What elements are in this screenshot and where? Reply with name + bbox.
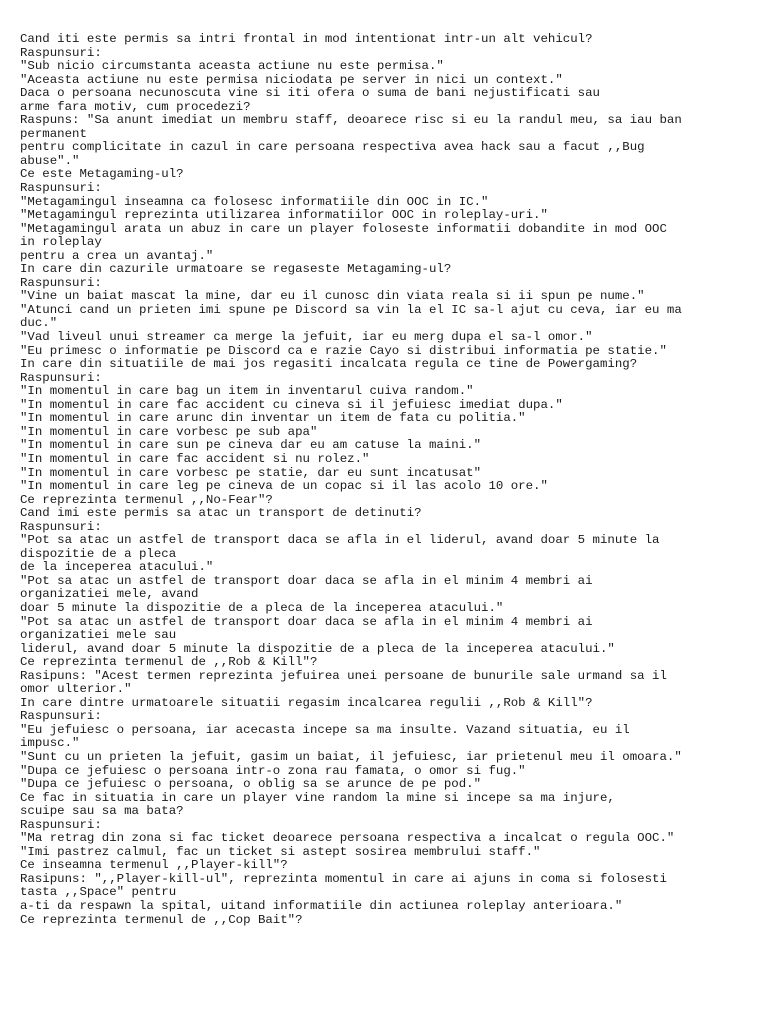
text-line: organizatiei mele sau bbox=[20, 628, 177, 643]
text-line: "Vine un baiat mascat la mine, dar eu il cunosc din viata reala si ii spun pe nume." bbox=[20, 289, 645, 304]
text-line: duc." bbox=[20, 316, 58, 331]
text-line: Rasipuns: ",,Player-kill-ul", reprezinta momentul in care ai ajuns in coma si folosesti bbox=[20, 871, 667, 886]
text-line: "Metagamingul arata un abuz in care un player foloseste informatii dobandite in mod OOC bbox=[20, 221, 667, 236]
text-line: "Eu primesc o informatie pe Discord ca e razie Cayo si distribui informatia pe statie." bbox=[20, 343, 667, 358]
text-line: "Pot sa atac un astfel de transport doar daca se afla in el minim 4 membri ai bbox=[20, 614, 593, 629]
text-line: Raspunsuri: bbox=[20, 45, 102, 60]
text-line: "Metagamingul reprezinta utilizarea informatiilor OOC in roleplay-uri." bbox=[20, 208, 548, 223]
text-line: In care din cazurile urmatoare se regaseste Metagaming-ul? bbox=[20, 262, 452, 277]
text-line: "Imi pastrez calmul, fac un ticket si astept sosirea membrului staff." bbox=[20, 844, 541, 859]
text-line: pentru complicitate in cazul in care persoana respectiva avea hack sau a facut ,,Bug bbox=[20, 140, 645, 155]
text-line: "Atunci cand un prieten imi spune pe Discord sa vin la el IC sa-l ajut cu ceva, iar eu ma bbox=[20, 302, 682, 317]
text-line: Ce inseamna termenul ,,Player-kill"? bbox=[20, 858, 288, 873]
text-line: "Pot sa atac un astfel de transport daca se afla in el liderul, avand doar 5 minute la bbox=[20, 533, 660, 548]
text-line: "In momentul in care sun pe cineva dar eu am catuse la maini." bbox=[20, 438, 482, 453]
text-line: "In momentul in care arunc din inventar un item de fata cu politia." bbox=[20, 411, 526, 426]
text-line: Ce reprezinta termenul de ,,Rob & Kill"? bbox=[20, 655, 318, 670]
text-line: Cand imi este permis sa atac un transport de detinuti? bbox=[20, 506, 422, 521]
text-line: "Dupa ce jefuiesc o persoana intr-o zona rau famata, o omor si fug." bbox=[20, 763, 526, 778]
text-line: "Eu jefuiesc o persoana, iar acecasta incepe sa ma insulte. Vazand situatia, eu il bbox=[20, 722, 630, 737]
text-line: Ce este Metagaming-ul? bbox=[20, 167, 184, 182]
text-line: Raspunsuri: bbox=[20, 519, 102, 534]
text-line: arme fara motiv, cum procedezi? bbox=[20, 99, 251, 114]
text-line: "Vad liveul unui streamer ca merge la jefuit, iar eu merg dupa el sa-l omor." bbox=[20, 330, 593, 345]
text-line: Ce fac in situatia in care un player vine random la mine si incepe sa ma injure, bbox=[20, 790, 615, 805]
text-line: permanent bbox=[20, 126, 87, 141]
text-line: "Ma retrag din zona si fac ticket deoarece persoana respectiva a incalcat o regula OOC." bbox=[20, 831, 675, 846]
text-line: Raspunsuri: bbox=[20, 275, 102, 290]
text-line: Raspuns: "Sa anunt imediat un membru staff, deoarece risc si eu la randul meu, sa iau ban bbox=[20, 113, 682, 128]
text-line: "Sunt cu un prieten la jefuit, gasim un baiat, il jefuiesc, iar prietenul meu il omoara." bbox=[20, 749, 682, 764]
text-line: dispozitie de a pleca bbox=[20, 546, 177, 561]
text-line: pentru a crea un avantaj." bbox=[20, 248, 214, 263]
text-line: Ce reprezinta termenul ,,No-Fear"? bbox=[20, 492, 273, 507]
text-line: "In momentul in care leg pe cineva de un copac si il las acolo 10 ore." bbox=[20, 479, 548, 494]
text-line: "Pot sa atac un astfel de transport doar daca se afla in el minim 4 membri ai bbox=[20, 573, 593, 588]
text-line: Raspunsuri: bbox=[20, 709, 102, 724]
text-line: Daca o persoana necunoscuta vine si iti ofera o suma de bani nejustificati sau bbox=[20, 86, 600, 101]
text-line: organizatiei mele, avand bbox=[20, 587, 199, 602]
text-line: "Dupa ce jefuiesc o persoana, o oblig sa se arunce de pe pod." bbox=[20, 777, 482, 792]
text-line: "Aceasta actiune nu este permisa niciodata pe server in nici un context." bbox=[20, 72, 563, 87]
text-line: Raspunsuri: bbox=[20, 181, 102, 196]
text-line: Raspunsuri: bbox=[20, 817, 102, 832]
text-line: "Sub nicio circumstanta aceasta actiune nu este permisa." bbox=[20, 59, 444, 74]
text-line: Raspunsuri: bbox=[20, 370, 102, 385]
document-text bbox=[20, 33, 748, 927]
text-line: Cand iti este permis sa intri frontal in mod intentionat intr-un alt vehicul? bbox=[20, 32, 593, 46]
text-line: In care din situatiile de mai jos regasiti incalcata regula ce tine de Powergaming? bbox=[20, 357, 638, 372]
text-line: omor ulterior." bbox=[20, 682, 132, 697]
text-line: in roleplay bbox=[20, 235, 102, 250]
text-line: "In momentul in care fac accident si nu rolez." bbox=[20, 451, 370, 466]
text-line: tasta ,,Space" pentru bbox=[20, 885, 177, 900]
text-line: a-ti da respawn la spital, uitand informatiile din actiunea roleplay anterioara." bbox=[20, 899, 623, 913]
text-line: "In momentul in care bag un item in inventarul cuiva random." bbox=[20, 384, 474, 399]
text-line: de la inceperea atacului." bbox=[20, 560, 214, 575]
text-line: scuipe sau sa ma bata? bbox=[20, 804, 184, 819]
text-line: Rasipuns: "Acest termen reprezinta jefuirea unei persoane de bunurile sale urmand sa il bbox=[20, 668, 667, 683]
text-line: liderul, avand doar 5 minute la dispozitie de a pleca de la inceperea atacului." bbox=[20, 641, 615, 656]
text-line: "In momentul in care fac accident cu cineva si il jefuiesc imediat dupa." bbox=[20, 397, 563, 412]
text-line: "In momentul in care vorbesc pe sub apa" bbox=[20, 424, 318, 439]
text-line: abuse"." bbox=[20, 153, 80, 168]
text-line: In care dintre urmatoarele situatii regasim incalcarea regulii ,,Rob & Kill"? bbox=[20, 695, 593, 710]
text-line: Ce reprezinta termenul de ,,Cop Bait"? bbox=[20, 912, 303, 927]
text-line: impusc." bbox=[20, 736, 80, 751]
text-line: doar 5 minute la dispozitie de a pleca de la inceperea atacului." bbox=[20, 600, 504, 615]
text-line: "In momentul in care vorbesc pe statie, dar eu sunt incatusat" bbox=[20, 465, 482, 480]
text-line: "Metagamingul inseamna ca folosesc informatiile din OOC in IC." bbox=[20, 194, 489, 209]
